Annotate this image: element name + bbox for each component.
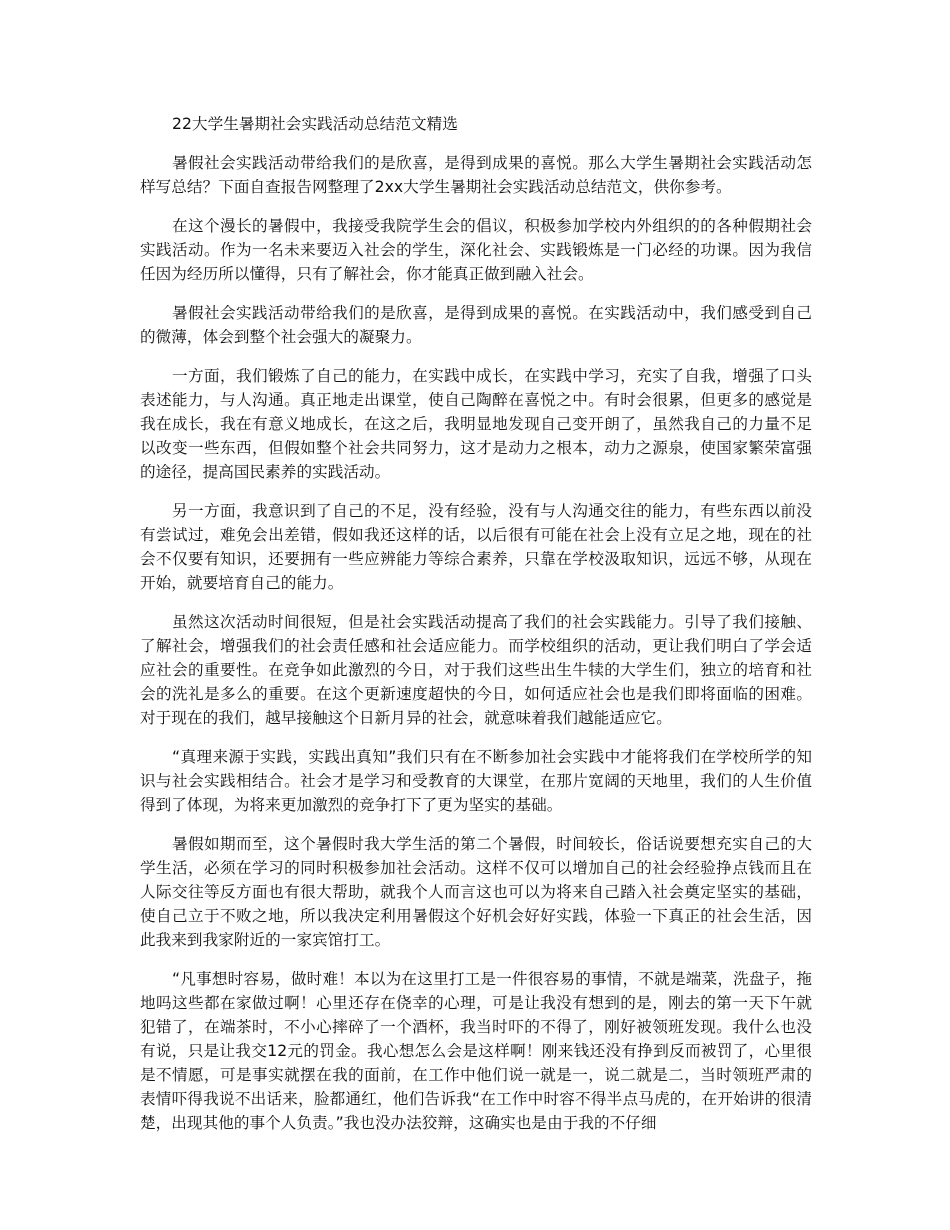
document-body [140,112,812,1150]
paragraph: “凡事想时容易，做时难！本以为在这里打工是一件很容易的事情，不就是端菜，洗盘子，拖地吗这些都在家做过啊！心里还存在侥幸的心理，可是让我没有想到的是，刚去的第一天下午就犯错了，在端茶时，不小心摔碎了一个酒杯，我当时吓的不得了，刚好被领班发现。我什么也没有说，只是让我交12元的罚金。我心想怎么会是这样啊！刚来钱还没有挣到反而被罚了，心里很是不情愿，可是事实就摆在我的面前，在工作中他们说一就是一，说二就是二，当时领班严肃的表情吓得我说不出话来，脸都通红，他们告诉我“在工作中时容不得半点马虎的，在开始讲的很清楚，出现其他的事个人负责。”我也没办法狡辩，这确实也是由于我的不仔细 [140,970,812,1132]
paragraph: 一方面，我们锻炼了自己的能力，在实践中成长，在实践中学习，充实了自我，增强了口头表述能力，与人沟通。真正地走出课堂，使自己陶醉在喜悦之中。有时会很累，但更多的感觉是我在成长，我在有意义地成长，在这之后，我明显地发现自己变开朗了，虽然我自己的力量不足以改变一些东西，但假如整个社会共同努力，这才是动力之根本，动力之源泉，使国家繁荣富强的途径，提高国民素养的实践活动。 [140,367,812,481]
paragraph: 暑假社会实践活动带给我们的是欣喜，是得到成果的喜悦。在实践活动中，我们感受到自己的微薄，体会到整个社会强大的凝聚力。 [140,304,812,346]
paragraph: “真理来源于实践，实践出真知”我们只有在不断参加社会实践中才能将我们在学校所学的知识与社会实践相结合。社会才是学习和受教育的大课堂，在那片宽阔的天地里，我们的人生价值得到了体现，为将来更加激烈的竞争打下了更为坚实的基础。 [140,748,812,814]
paragraph: 在这个漫长的暑假中，我接受我院学生会的倡议，积极参加学校内外组织的的各种假期社会实践活动。作为一名未来要迈入社会的学生，深化社会、实践锻炼是一门必经的功课。因为我信任因为经历所以懂得，只有了解社会，你才能真正做到融入社会。 [140,217,812,283]
paragraph: 虽然这次活动时间很短，但是社会实践活动提高了我们的社会实践能力。引导了我们接触、了解社会，增强我们的社会责任感和社会适应能力。而学校组织的活动，更让我们明白了学会适应社会的重要性。在竞争如此激烈的今日，对于我们这些出生牛犊的大学生们，独立的培育和社会的洗礼是多么的重要。在这个更新速度超快的今日，如何适应社会也是我们即将面临的困难。对于现在的我们，越早接触这个日新月异的社会，就意味着我们越能适应它。 [140,613,812,727]
document-title: 22大学生暑期社会实践活动总结范文精选 [172,115,458,133]
paragraph: 另一方面，我意识到了自己的不足，没有经验，没有与人沟通交往的能力，有些东西以前没有尝试过，难免会出差错，假如我还这样的话，以后很有可能在社会上没有立足之地，现在的社会不仅要有知识，还要拥有一些应辨能力等综合素养，只靠在学校汲取知识，远远不够，从现在开始，就要培育自己的能力。 [140,502,812,592]
paragraph: 暑假社会实践活动带给我们的是欣喜，是得到成果的喜悦。那么大学生暑期社会实践活动怎样写总结？下面自查报告网整理了2xx大学生暑期社会实践活动总结范文，供你参考。 [140,154,812,196]
paragraph: 暑假如期而至，这个暑假时我大学生活的第二个暑假，时间较长，俗话说要想充实自己的大学生活，必须在学习的同时积极参加社会活动。这样不仅可以增加自己的社会经验挣点钱而且在人际交往等反方面也有很大帮助，就我个人而言这也可以为将来自己踏入社会奠定坚实的基础，使自己立于不败之地，所以我决定利用暑假这个好机会好好实践，体验一下真正的社会生活，因此我来到我家附近的一家宾馆打工。 [140,835,812,949]
